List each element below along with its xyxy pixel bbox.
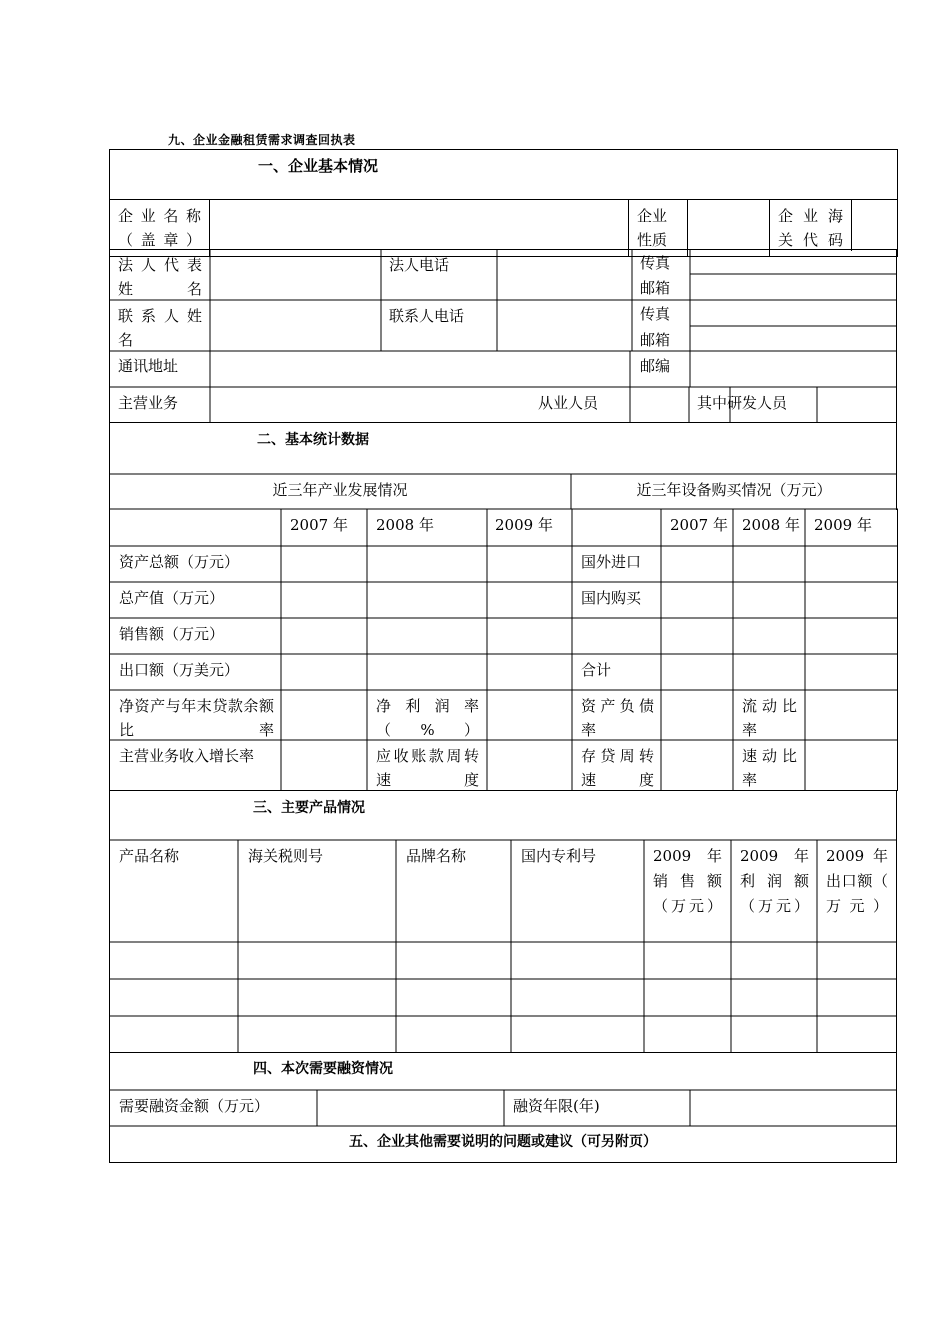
label-email-1: 邮箱 [640, 279, 671, 297]
basic-info-table [109, 149, 898, 257]
ratio-revenue-growth: 主营业务收入增长率 [119, 747, 255, 765]
label-financing-amount: 需要融资金额（万元） [119, 1097, 270, 1115]
col-profit-2009: 2009 年利润额（万元） [740, 847, 809, 915]
ratio-net-asset: 净资产与年末贷款余额比率 [119, 697, 274, 739]
ratio-inventory: 存贷周转速度 [581, 747, 654, 789]
col-export-2009: 2009 年出口额（ 万元） [826, 847, 888, 915]
label-address: 通讯地址 [118, 357, 179, 375]
equipment-header: 近三年设备购买情况（万元） [636, 481, 832, 499]
row-label-domestic: 国内购买 [581, 589, 642, 607]
row-label-sales: 销售额（万元） [119, 625, 225, 643]
industry-header: 近三年产业发展情况 [272, 481, 408, 499]
label-company-name: 企 业 名 称（盖章） [110, 200, 210, 257]
row-label-total: 合计 [581, 661, 612, 679]
row-label-import: 国外进口 [581, 553, 642, 571]
col-sales-2009: 2009 年销售额（万元） [653, 847, 722, 915]
year-2007-right: 2007 年 [670, 516, 728, 534]
ratio-receivables: 应收账款周转速度 [376, 747, 479, 789]
label-company-type: 企业性质 [629, 200, 688, 257]
ratio-debt: 资产负债率 [581, 697, 654, 739]
section2-heading: 二、基本统计数据 [257, 432, 369, 448]
col-brand: 品牌名称 [406, 847, 467, 865]
section4-heading: 四、本次需要融资情况 [253, 1061, 393, 1077]
label-financing-term: 融资年限(年) [513, 1097, 600, 1115]
label-employees: 从业人员 [538, 394, 599, 412]
section1-labels [109, 249, 897, 423]
ratio-net-profit: 净 利 润 率（%） [376, 697, 479, 739]
label-main-business: 主营业务 [118, 394, 179, 412]
document-title: 九、企业金融租赁需求调查回执表 [168, 133, 356, 147]
ratio-current: 流动比率 [742, 697, 797, 739]
year-2007-left: 2007 年 [290, 516, 348, 534]
row-label-output: 总产值（万元） [119, 589, 225, 607]
section2 [109, 423, 899, 791]
section5-heading: 五、企业其他需要说明的问题或建议（可另附页） [349, 1134, 657, 1150]
customs-cell [770, 200, 898, 257]
label-fax-1: 传真 [640, 254, 671, 272]
year-2009-right: 2009 年 [814, 516, 872, 534]
section3 [109, 791, 898, 1053]
col-patent: 国内专利号 [521, 847, 597, 865]
col-product-name: 产品名称 [119, 847, 180, 865]
section4 [109, 1053, 898, 1163]
year-2009-left: 2009 年 [495, 516, 553, 534]
col-hs-code: 海关税则号 [248, 847, 324, 865]
ratio-quick: 速动比率 [742, 747, 797, 789]
row-label-assets: 资产总额（万元） [119, 553, 240, 571]
section1-heading: 一、企业基本情况 [110, 150, 898, 200]
year-2008-left: 2008 年 [376, 516, 434, 534]
field-company-name[interactable] [210, 200, 629, 257]
year-2008-right: 2008 年 [742, 516, 800, 534]
label-contact-phone: 联系人电话 [389, 307, 465, 325]
section3-grid [109, 791, 898, 1053]
field-customs-code[interactable] [852, 200, 897, 251]
label-legal-phone: 法人电话 [389, 256, 450, 274]
row-label-export: 出口额（万美元） [119, 661, 240, 679]
spacer [110, 387, 896, 388]
field-company-type[interactable] [688, 200, 770, 257]
label-rd-staff: 其中研发人员 [697, 394, 788, 412]
section3-heading: 三、主要产品情况 [253, 800, 365, 816]
label-contact-name: 联 系 人 姓名 [118, 307, 202, 349]
label-postcode: 邮编 [640, 357, 671, 375]
label-customs-code: 企 业 海 关代码 [770, 200, 852, 251]
label-email-2: 邮箱 [640, 331, 671, 349]
label-legal-rep: 法 人 代 表姓名 [118, 256, 202, 298]
label-fax-2: 传真 [640, 305, 671, 323]
